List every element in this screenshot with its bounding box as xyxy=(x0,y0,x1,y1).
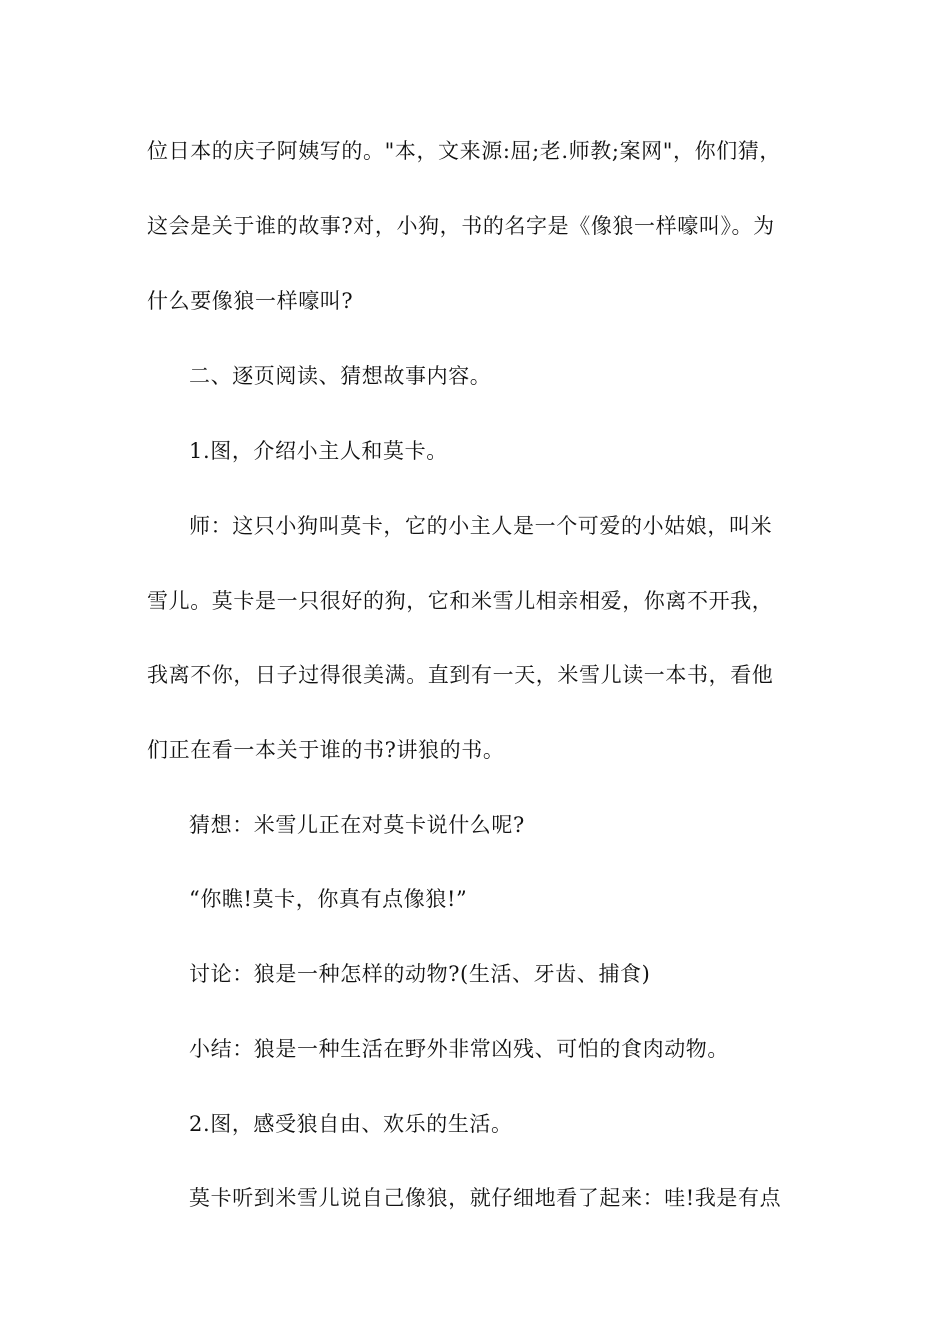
paragraph-line-1: 位日本的庆子阿姨写的。"本，文来源:屈;老.师教;案网"，你们猜， xyxy=(147,139,782,163)
guess-prompt: 猜想：米雪儿正在对莫卡说什么呢? xyxy=(189,813,525,837)
discussion-line: 讨论：狼是一种怎样的动物?(生活、牙齿、捕食) xyxy=(189,962,651,986)
teacher-dialogue-line-4: 们正在看一本关于谁的书?讲狼的书。 xyxy=(147,738,505,762)
quoted-line: “你瞧!莫卡，你真有点像狼!” xyxy=(189,887,468,911)
figure-note-1: 1.图，介绍小主人和莫卡。 xyxy=(189,439,448,463)
teacher-dialogue-line-2: 雪儿。莫卡是一只很好的狗，它和米雪儿相亲相爱，你离不开我， xyxy=(147,589,774,613)
figure-note-2: 2.图，感受狼自由、欢乐的生活。 xyxy=(189,1112,513,1136)
section-heading: 二、逐页阅读、猜想故事内容。 xyxy=(189,364,492,388)
paragraph-line-2: 这会是关于谁的故事?对，小狗，书的名字是《像狼一样嚎叫》。为 xyxy=(147,214,775,238)
teacher-dialogue-line-1: 师：这只小狗叫莫卡，它的小主人是一个可爱的小姑娘，叫米 xyxy=(189,514,773,538)
summary-line: 小结：狼是一种生活在野外非常凶残、可怕的食肉动物。 xyxy=(189,1037,729,1061)
story-line: 莫卡听到米雪儿说自己像狼，就仔细地看了起来：哇!我是有点 xyxy=(189,1186,782,1210)
paragraph-line-3: 什么要像狼一样嚎叫? xyxy=(147,289,354,313)
teacher-dialogue-line-3: 我离不你，日子过得很美满。直到有一天，米雪儿读一本书，看他 xyxy=(147,663,774,687)
